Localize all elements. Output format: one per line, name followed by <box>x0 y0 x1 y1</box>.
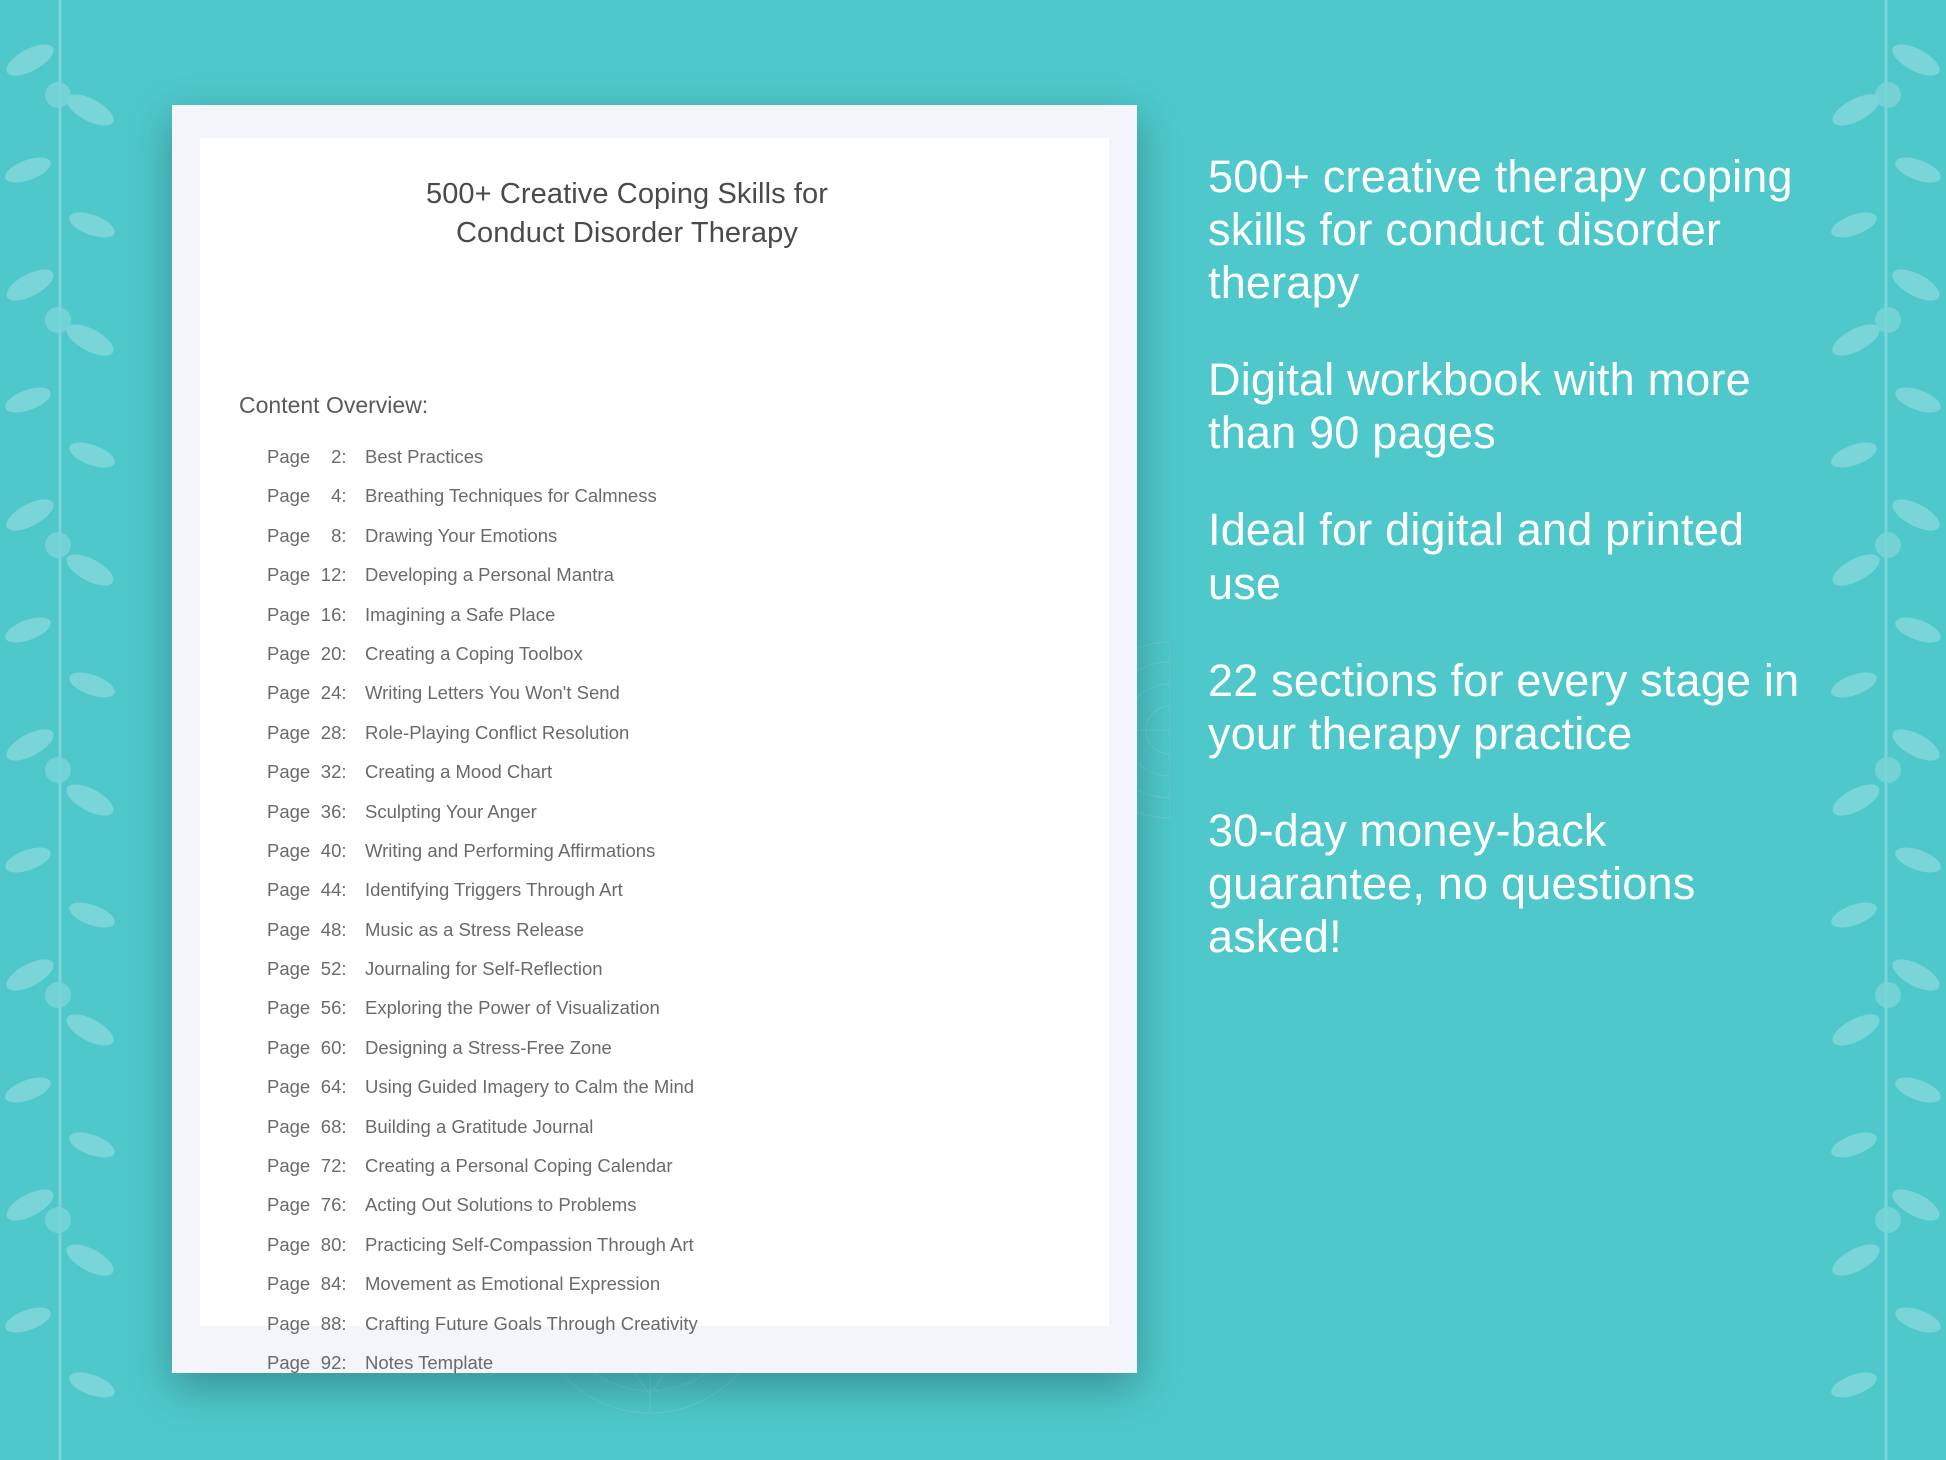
toc-page-num-value: 88 <box>320 1312 342 1334</box>
toc-page-number: Page 4: <box>267 476 355 515</box>
page-title-line-2: Conduct Disorder Therapy <box>456 216 798 249</box>
toc-page-word: Page <box>267 524 311 546</box>
toc-page-number: Page 12: <box>267 555 355 594</box>
marketing-copy-block: Digital workbook with more than 90 pages <box>1208 354 1751 459</box>
toc-page-number: Page 76: <box>267 1185 355 1224</box>
toc-row <box>267 555 1047 594</box>
toc-page-word: Page <box>267 1076 311 1098</box>
toc-entry-title: Practicing Self-Compassion Through Art <box>365 1233 694 1255</box>
toc-page-num-value: 12 <box>320 564 342 586</box>
toc-entry-title: Sculpting Your Anger <box>365 800 537 822</box>
toc-page-num-value: 72 <box>320 1155 342 1177</box>
toc-entry-title: Writing Letters You Won't Send <box>365 682 620 704</box>
toc-page-num-value: 32 <box>320 761 342 783</box>
toc-page-number: Page 44: <box>267 870 355 909</box>
toc-page-word: Page <box>267 800 311 822</box>
toc-page-num-value: 20 <box>320 642 342 664</box>
toc-row <box>267 949 1047 988</box>
toc-page-number: Page 2: <box>267 437 355 476</box>
toc-entry-title: Breathing Techniques for Calmness <box>365 485 657 507</box>
floral-border-right <box>1826 0 1946 1460</box>
toc-page-num-value: 2 <box>331 446 342 467</box>
toc-page-word: Page <box>267 603 311 625</box>
toc-row <box>267 752 1047 791</box>
toc-page-word: Page <box>267 879 311 901</box>
toc-row <box>267 713 1047 752</box>
marketing-copy-block: 500+ creative therapy coping skills for conduct disorder therapy <box>1208 151 1793 309</box>
toc-page-number: Page 32: <box>267 752 355 791</box>
toc-row <box>267 516 1047 555</box>
toc-page-number: Page 20: <box>267 634 355 673</box>
toc-page-word: Page <box>267 1036 311 1058</box>
toc-row <box>267 870 1047 909</box>
toc-page-word: Page <box>267 1155 311 1177</box>
marketing-copy <box>1208 150 1808 963</box>
floral-border-left <box>0 0 120 1460</box>
toc-page-number: Page 48: <box>267 910 355 949</box>
toc-row <box>267 1028 1047 1067</box>
toc-entry-title: Creating a Mood Chart <box>365 761 553 783</box>
toc-page-num-value: 8 <box>331 524 342 546</box>
toc-page-number: Page 28: <box>267 713 355 752</box>
page-title-line-1: 500+ Creative Coping Skills for <box>425 178 829 210</box>
toc-page-number: Page 8: <box>267 516 355 555</box>
toc-page-number: Page 60: <box>267 1028 355 1067</box>
toc-entry-title: Acting Out Solutions to Problems <box>365 1194 637 1216</box>
toc-entry-title: Using Guided Imagery to Calm the Mind <box>365 1076 695 1098</box>
toc-page-number: Page 92: <box>267 1343 355 1382</box>
toc-page-num-value: 56 <box>320 997 342 1019</box>
table-of-contents <box>267 437 1047 1382</box>
toc-page-num-value: 36 <box>320 800 342 822</box>
toc-page-number: Page 64: <box>267 1067 355 1106</box>
toc-page-num-value: 76 <box>320 1194 342 1216</box>
toc-page-word: Page <box>267 1233 311 1255</box>
toc-entry-title: Drawing Your Emotions <box>365 524 558 546</box>
toc-entry-title: Exploring the Power of Visualization <box>365 997 660 1019</box>
toc-page-word: Page <box>267 564 311 586</box>
toc-page-num-value: 52 <box>320 958 342 980</box>
toc-entry-title: Role-Playing Conflict Resolution <box>365 721 630 743</box>
toc-row <box>267 792 1047 831</box>
toc-page-number: Page 52: <box>267 949 355 988</box>
toc-entry-title: Designing a Stress-Free Zone <box>365 1036 612 1058</box>
toc-row <box>267 1146 1047 1185</box>
toc-page-num-value: 44 <box>320 879 342 901</box>
toc-page-word: Page <box>267 761 311 783</box>
toc-entry-title: Identifying Triggers Through Art <box>365 879 623 901</box>
toc-entry-title: Building a Gratitude Journal <box>365 1115 594 1137</box>
toc-page-word: Page <box>267 1194 311 1216</box>
marketing-copy-block: 22 sections for every stage in your therapy practice <box>1208 654 1800 759</box>
toc-page-word: Page <box>267 485 311 507</box>
toc-page-number: Page 24: <box>267 673 355 712</box>
toc-entry-title: Best Practices <box>365 446 484 467</box>
toc-page-word: Page <box>267 958 311 980</box>
toc-page-num-value: 80 <box>320 1233 342 1255</box>
toc-entry-title: Journaling for Self-Reflection <box>365 958 603 980</box>
toc-row <box>267 1185 1047 1224</box>
toc-row <box>267 1107 1047 1146</box>
toc-page-word: Page <box>267 1115 311 1137</box>
toc-page-number: Page 72: <box>267 1146 355 1185</box>
marketing-copy-block: 30-day money-back guarantee, no questions asked! <box>1208 804 1696 963</box>
toc-page-num-value: 28 <box>320 721 342 743</box>
page-title <box>232 175 1022 252</box>
toc-row <box>267 831 1047 870</box>
toc-page-word: Page <box>267 682 311 704</box>
toc-row <box>267 673 1047 712</box>
toc-page-num-value: 40 <box>320 839 342 861</box>
toc-page-number: Page 40: <box>267 831 355 870</box>
toc-page-number: Page 84: <box>267 1264 355 1303</box>
toc-row <box>267 1304 1047 1343</box>
toc-row <box>267 476 1047 515</box>
toc-page-number: Page 88: <box>267 1304 355 1343</box>
toc-page-number: Page 36: <box>267 792 355 831</box>
toc-page-number: Page 16: <box>267 595 355 634</box>
toc-entry-title: Movement as Emotional Expression <box>365 1273 661 1295</box>
toc-row <box>267 1264 1047 1303</box>
toc-row <box>267 988 1047 1027</box>
toc-page-word: Page <box>267 1351 311 1373</box>
toc-page-number: Page 80: <box>267 1225 355 1264</box>
toc-page-num-value: 68 <box>320 1115 342 1137</box>
toc-row <box>267 595 1047 634</box>
toc-entry-title: Developing a Personal Mantra <box>365 564 614 586</box>
toc-page-num-value: 16 <box>320 603 342 625</box>
toc-row <box>267 1067 1047 1106</box>
toc-page-word: Page <box>267 642 311 664</box>
toc-page-word: Page <box>267 1273 311 1295</box>
toc-row <box>267 1225 1047 1264</box>
toc-page-word: Page <box>267 446 311 467</box>
toc-page-num-value: 60 <box>320 1036 342 1058</box>
toc-row <box>267 634 1047 673</box>
toc-page-word: Page <box>267 721 311 743</box>
toc-page-num-value: 64 <box>320 1076 342 1098</box>
toc-page-num-value: 48 <box>320 918 342 940</box>
content-overview-label: Content Overview: <box>239 392 429 418</box>
toc-page-num-value: 84 <box>320 1273 342 1295</box>
toc-entry-title: Writing and Performing Affirmations <box>365 839 656 861</box>
toc-entry-title: Crafting Future Goals Through Creativity <box>365 1312 698 1334</box>
toc-page-num-value: 92 <box>320 1351 342 1373</box>
toc-page-num-value: 4 <box>331 485 342 507</box>
toc-page-number: Page 56: <box>267 988 355 1027</box>
toc-entry-title: Creating a Personal Coping Calendar <box>365 1155 673 1177</box>
toc-page-word: Page <box>267 1312 311 1334</box>
toc-entry-title: Imagining a Safe Place <box>365 603 556 625</box>
toc-entry-title: Music as a Stress Release <box>365 918 585 940</box>
toc-entry-title: Notes Template <box>365 1351 494 1373</box>
toc-page-number: Page 68: <box>267 1107 355 1146</box>
toc-page-word: Page <box>267 918 311 940</box>
toc-row <box>267 910 1047 949</box>
toc-page-word: Page <box>267 997 311 1019</box>
workbook-page-card <box>172 105 1137 1373</box>
toc-page-num-value: 24 <box>320 682 342 704</box>
toc-row <box>267 437 1047 476</box>
toc-row <box>267 1343 1047 1382</box>
toc-entry-title: Creating a Coping Toolbox <box>365 642 583 664</box>
toc-page-word: Page <box>267 839 311 861</box>
marketing-copy-block: Ideal for digital and printed use <box>1208 504 1745 609</box>
